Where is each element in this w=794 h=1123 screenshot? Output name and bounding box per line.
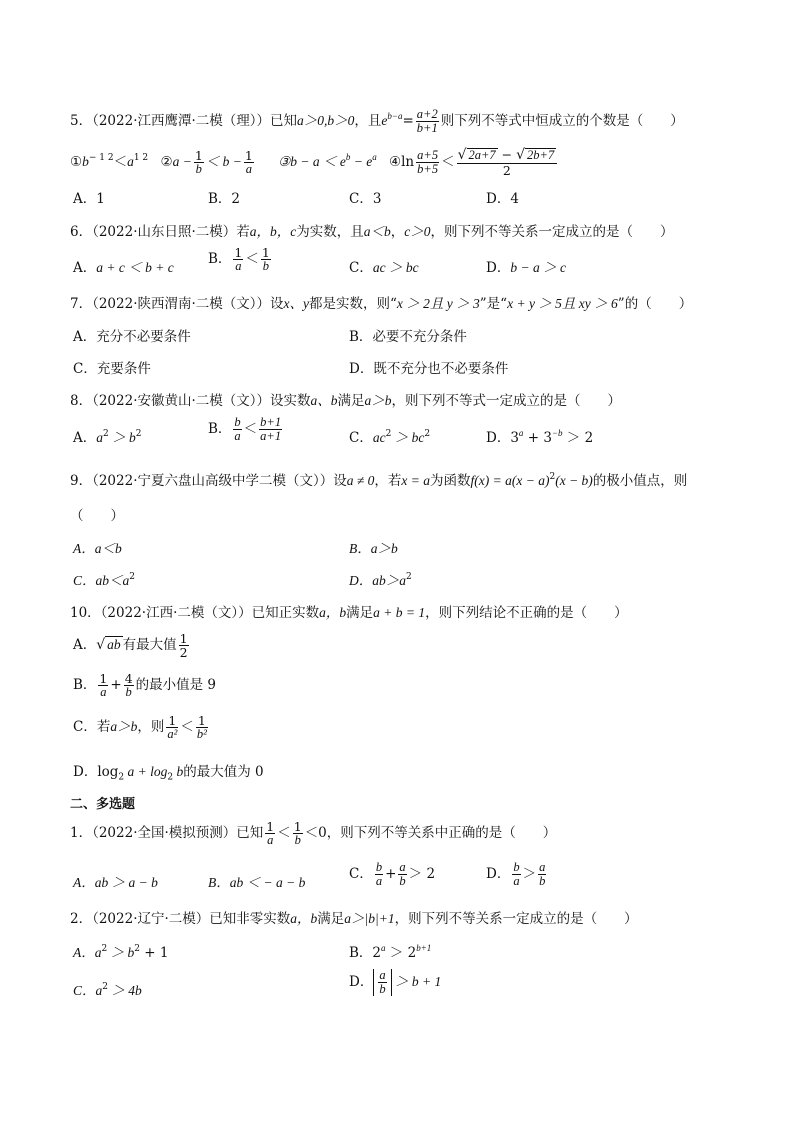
m1-stem-b: ，则下列不等关系中正确的是（ ） (326, 825, 557, 842)
q5-item2-a: a − (172, 153, 192, 169)
q8-cond: a＞b (364, 393, 392, 408)
q5-item4-frac1: $\frac{a+5}{b+5}$ (417, 147, 439, 176)
question-6-stem (70, 220, 674, 240)
q5-item1-exp2: 1 2 (133, 152, 149, 163)
q5-item4-frac2: $\frac{√ 2a+7 - √ 2b+7}{2}$ (457, 148, 558, 177)
q6-option-c: C．ac ＞ bc (349, 260, 419, 276)
m1-lt: ＜ (277, 825, 291, 842)
m2-stem-a: 2．（2022·辽宁·二模）已知非零实数 (70, 911, 291, 927)
q5-item2-lt: ＜ b − (205, 153, 242, 169)
q9-func: f(x) = a(x − a) (470, 473, 550, 488)
q5-item2-label: ② (160, 153, 173, 170)
q5-item3-sup2: a (372, 151, 377, 162)
question-9-stem (70, 469, 687, 489)
q7-option-b: B．必要不充分条件 (349, 329, 467, 345)
q10-option-b: B． $\frac{1}{a}$ + $\frac{4}{b}$ 的最小值是 9 (73, 671, 217, 700)
q5-item1-lt: ＜ (113, 153, 128, 170)
q5-option-b: B．2 (208, 191, 241, 207)
q10-stem-c: ，则下列结论不正确的是（ ） (425, 605, 628, 621)
q7-option-d: D．既不充分也不必要条件 (349, 361, 509, 377)
question-8-stem (70, 389, 621, 409)
q10-option-a: A．√ ab 有最大值 $\frac{1}{2}$ (73, 631, 188, 661)
q10-option-c: C．若a＞b，则 $\frac{1}{\text{a²}}$ ＜ $\frac{1}{\text{b²}}$ (73, 713, 207, 742)
question-7-stem (70, 292, 692, 312)
q5-option-a: A．1 (73, 191, 105, 207)
q9-stem-c: 为函数 (430, 473, 471, 489)
m2-stem-c: ，则下列不等关系一定成立的是（ ） (394, 911, 638, 927)
q10-option-d: D．$\log_2 a + \log_2 b$的最大值为 0 (73, 764, 264, 783)
q8-stem-a: 8．（2022·安徽黄山·二模（文））设实数 (70, 393, 311, 409)
q5-text: ，且 (354, 113, 382, 130)
q10-vars: a，b (319, 605, 347, 620)
q6-option-a: A．a + c ＜ b + c (73, 260, 174, 276)
q6-stem-a: 6．（2022·山东日照·二模）若 (70, 224, 250, 240)
m1-option-c: C． $\frac{b}{a}$ + $\frac{a}{b}$ ＞ 2 (349, 860, 436, 889)
q7-stem-c: ”是“ (479, 296, 508, 312)
m2-stem-b: 满足 (317, 911, 345, 927)
q9-answer-paren: （ ） (70, 508, 124, 524)
q9-option-b: B．a＞b (349, 541, 398, 556)
q9-func-sup: 2 (549, 472, 556, 482)
q7-vars: x、y (283, 296, 310, 311)
q9-option-d: D．$ab>a^2$ (349, 572, 412, 588)
m1-option-a: A．ab ＞ a − b (73, 875, 158, 890)
q9-cond2: x = a (401, 473, 431, 488)
q5-item3-mid: − e (350, 153, 373, 169)
q8-option-b: B． $\frac{b}{a}$ ＜ $\frac{b+1}{a+1}$ (208, 415, 282, 444)
q9-option-c: C．$ab<a^2$ (73, 572, 135, 588)
m2-option-c: C．$a^2 > 4b$ (73, 982, 142, 998)
q5-item4-label: ④ln (389, 153, 415, 170)
q6-stem-c: ，则下列不等关系一定成立的是（ ） (430, 224, 674, 240)
q6-comma: ， (390, 224, 405, 240)
q5-item1-exp: − 1 2 (88, 152, 114, 163)
q8-stem-b: 满足 (337, 393, 365, 409)
m1-frac2: $\frac{1}{b}$ (293, 819, 302, 848)
question-10-stem (70, 601, 628, 621)
q5-stem-suffix: 则下列不等式中恒成立的个数是（ ） (440, 113, 684, 130)
q5-condition: a＞0,b＞0 (297, 113, 355, 129)
q5-item1-base2: a (127, 153, 134, 169)
m1-lt0: ＜0 (304, 825, 327, 842)
q8-stem-c: ，则下列不等式一定成立的是（ ） (391, 393, 622, 409)
multi-question-2-stem (70, 907, 638, 927)
q6-cond: a＜b (363, 224, 391, 239)
q7-option-a: A．充分不必要条件 (73, 329, 191, 345)
q5-option-d: D．4 (486, 191, 519, 207)
m2-vars: a，b (290, 911, 318, 926)
q8-option-d: D．$3^a + 3^{-b} > 2$ (486, 428, 594, 446)
m1-stem-a: 1．（2022·全国·模拟预测）已知 (70, 825, 264, 842)
q6-cond2: c＞0 (404, 224, 431, 239)
q7-cond1: x ＞ 2且 y ＞ 3 (396, 296, 480, 311)
q6-option-d: D．b − a ＞ c (486, 260, 566, 276)
q5-item1-label: ① (70, 153, 83, 170)
q5-item2-frac2: $\frac{1}{a}$ (244, 147, 253, 176)
multi-question-1-stem (70, 820, 556, 847)
m2-option-d: D． $\frac{a}{b}$ ＞ b + 1 (349, 968, 442, 997)
section-title-multi-choice: 二、多选题 (70, 797, 136, 812)
q9-stem-b: ，若 (374, 473, 402, 489)
q10-stem-b: 满足 (346, 605, 374, 621)
q9-cond: a ≠ 0 (346, 473, 375, 488)
q5-item3: ③b − a ＜ e (278, 153, 346, 169)
q5-item4-lt: ＜ (441, 153, 455, 170)
q5-equals: = (402, 113, 414, 130)
q8-option-a: A．$a^2 > b^2$ (73, 429, 142, 446)
q10-cond: a + b = 1 (373, 605, 426, 620)
q5-item3-sup1: b (345, 151, 351, 162)
q6-option-b: B． $\frac{1}{a}$ ＜ $\frac{1}{b}$ (208, 245, 270, 274)
q5-item1-base: b (82, 153, 89, 169)
q7-stem-d: ”的（ ） (617, 296, 693, 312)
q9-option-a: A．a＜b (73, 541, 122, 556)
q6-stem-b: 为实数，且 (296, 224, 364, 240)
m1-option-b: B．ab ＜ − a − b (208, 875, 306, 890)
q5-fraction: $\frac{a+2}{b+1}$ (416, 107, 438, 136)
q7-option-c: C．充要条件 (73, 361, 151, 377)
q9-stem-a: 9．（2022·宁夏六盘山高级中学二模（文））设 (70, 473, 347, 489)
q7-stem-a: 7．（2022·陕西渭南·二模（文））设 (70, 296, 284, 312)
q5-exp-base: e (381, 113, 388, 129)
q5-item2-frac1: $\frac{1}{b}$ (194, 147, 203, 176)
m1-option-d: D． $\frac{b}{a}$ ＞ $\frac{a}{b}$ (486, 860, 546, 889)
q9-func-end: (x − b) (555, 473, 593, 488)
q5-exp-power: b−a (387, 111, 403, 122)
m2-option-b: B．$2^a > 2^{b+1}$ (349, 943, 432, 961)
m2-option-a: A．$a^2 > b^2 + 1$ (73, 944, 169, 961)
q10-stem-a: 10．（2022·江西·二模（文））已知正实数 (70, 605, 320, 621)
q7-cond2: x + y ＞ 5且 xy ＞ 6 (507, 296, 618, 311)
question-5-items (70, 148, 559, 177)
m2-cond: a＞|b|+1 (344, 911, 395, 926)
q8-option-c: C．$ac^2 > bc^2$ (349, 429, 431, 446)
q9-stem-d: 的极小值点，则 (592, 473, 688, 489)
q6-vars: a，b，c (249, 224, 297, 239)
question-5-stem (70, 108, 684, 135)
q5-option-c: C．3 (349, 191, 382, 207)
m1-frac1: $\frac{1}{a}$ (266, 819, 275, 848)
q5-stem-prefix: 5．（2022·江西鹰潭·二模（理））已知 (70, 113, 298, 130)
q8-vars: a、b (310, 393, 338, 408)
q7-stem-b: 都是实数，则“ (309, 296, 397, 312)
